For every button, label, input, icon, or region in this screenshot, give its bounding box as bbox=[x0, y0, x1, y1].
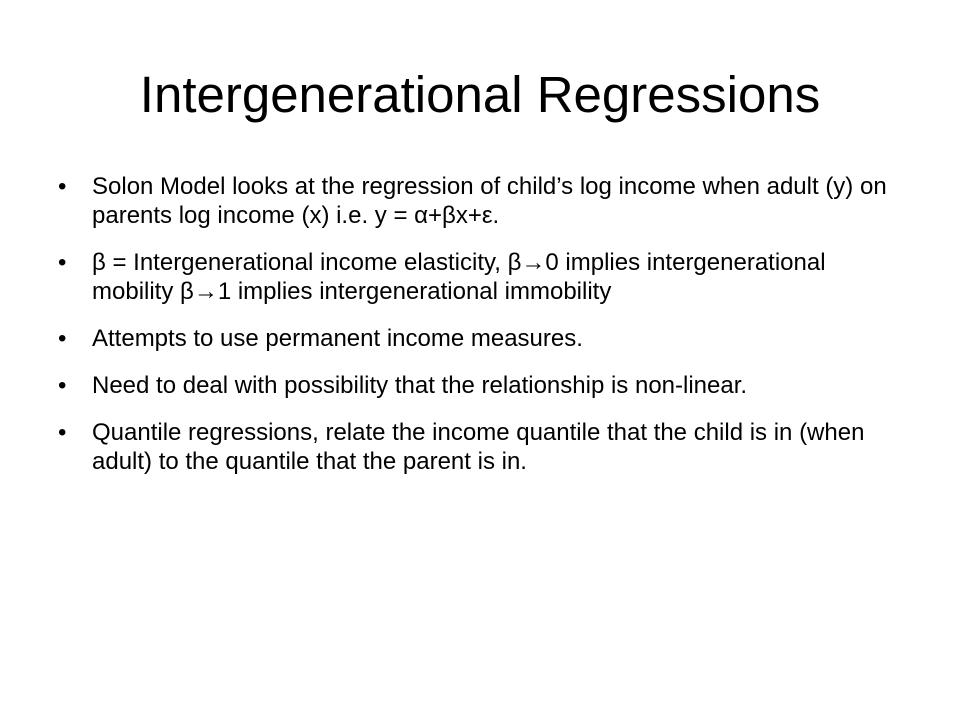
bullet-item bbox=[58, 371, 908, 400]
bullet-item bbox=[58, 324, 908, 353]
bullet-item bbox=[58, 418, 908, 476]
bullet-text: Solon Model looks at the regression of child’s log income when adult (y) on parents log income (x) i.e. y = α+βx+ε. bbox=[92, 173, 887, 229]
slide-title: Intergenerational Regressions bbox=[139, 66, 821, 123]
bullet-text: Need to deal with possibility that the relationship is non-linear. bbox=[92, 372, 748, 399]
bullet-item bbox=[58, 172, 908, 230]
bullet-list bbox=[58, 172, 908, 494]
bullet-marker-icon: • bbox=[58, 249, 67, 276]
bullet-text: Quantile regressions, relate the income quantile that the child is in (when adult) to the quantile that the parent is in. bbox=[92, 419, 865, 475]
bullet-marker-icon: • bbox=[58, 419, 67, 446]
bullet-marker-icon: • bbox=[58, 372, 67, 399]
bullet-text: Attempts to use permanent income measures. bbox=[92, 325, 583, 352]
bullet-marker-icon: • bbox=[58, 173, 67, 200]
bullet-item bbox=[58, 248, 908, 306]
bullet-text: β = Intergenerational income elasticity, β→0 implies intergenerational mobility β→1 implies intergenerational immobility bbox=[92, 249, 826, 305]
bullet-marker-icon: • bbox=[58, 325, 67, 352]
